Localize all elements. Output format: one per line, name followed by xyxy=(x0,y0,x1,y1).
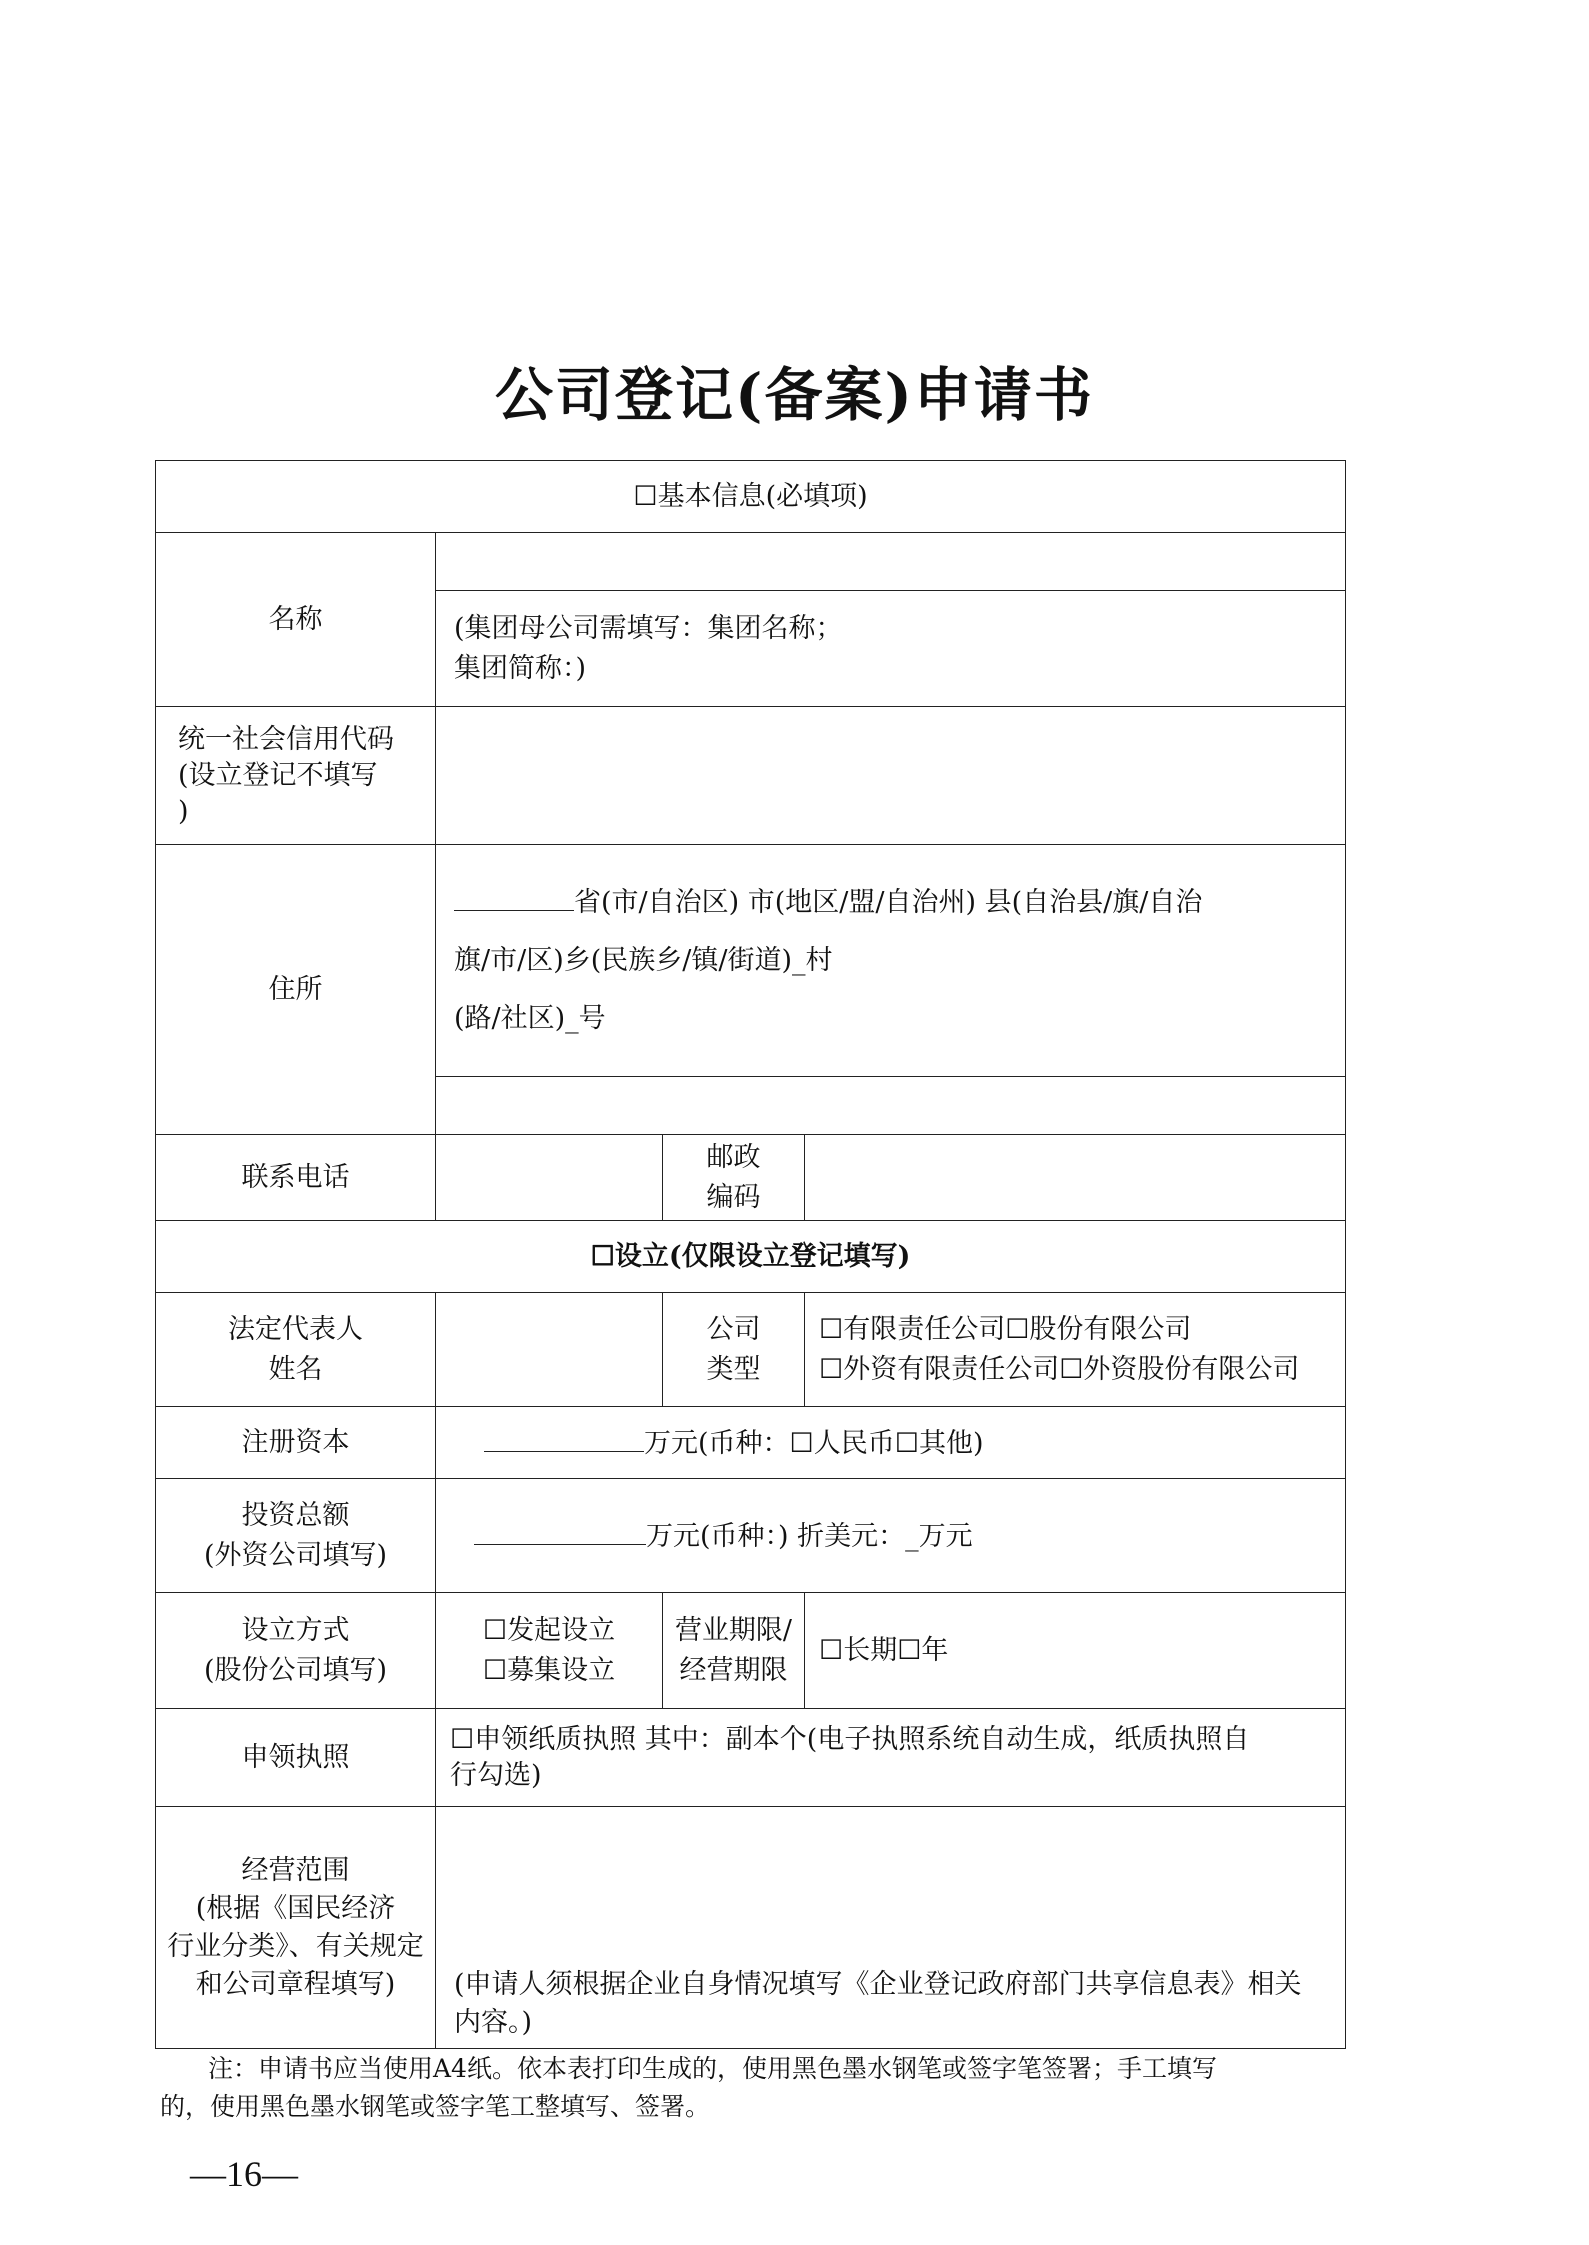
application-form-table xyxy=(155,460,1346,2049)
establish-option-promote[interactable]: ☐发起设立 xyxy=(482,1614,616,1646)
registered-capital-input-cell[interactable]: 万元(币种：☐人民币☐其他) xyxy=(436,1407,1346,1479)
credit-code-input-cell[interactable] xyxy=(436,707,1346,845)
business-scope-hint-1: (申请人须根据企业自身情况填写《企业登记政府部门共享信息表》相关 xyxy=(454,1969,1302,2000)
province-blank[interactable] xyxy=(454,880,574,911)
name-input-cell[interactable] xyxy=(436,533,1346,591)
company-type-options xyxy=(805,1293,1346,1407)
capital-amount-blank[interactable] xyxy=(484,1421,644,1452)
business-scope-input-cell[interactable] xyxy=(436,1807,1346,2049)
license-line-2: 行勾选) xyxy=(450,1759,542,1791)
license-line-1: ☐申领纸质执照 其中：副本个(电子执照系统自动生成，纸质执照自 xyxy=(450,1723,1250,1755)
registered-capital-label: 注册资本 xyxy=(156,1407,436,1479)
page-number: —16— xyxy=(190,2154,298,2194)
license-input-cell[interactable] xyxy=(436,1709,1346,1807)
address-line-2: 旗/市/区)乡(民族乡/镇/街道)_村 xyxy=(454,944,833,976)
business-scope-label: 经营范围 (根据《国民经济 行业分类》、有关规定 和公司章程填写) xyxy=(156,1807,436,2049)
investment-input-cell[interactable]: 万元(币种：) 折美元：_万元 xyxy=(436,1479,1346,1593)
business-term-label: 营业期限/ 经营期限 xyxy=(663,1593,805,1709)
phone-input-cell[interactable] xyxy=(436,1135,663,1221)
establish-method-options xyxy=(436,1593,663,1709)
phone-label: 联系电话 xyxy=(156,1135,436,1221)
section-basic-info-header[interactable]: ☐基本信息(必填项) xyxy=(156,461,1346,533)
name-label: 名称 xyxy=(156,533,436,707)
legal-rep-label: 法定代表人 姓名 xyxy=(156,1293,436,1407)
legal-rep-input-cell[interactable] xyxy=(436,1293,663,1407)
group-name-hint-1: (集团母公司需填写：集团名称； xyxy=(454,612,843,644)
establish-option-raise[interactable]: ☐募集设立 xyxy=(482,1654,616,1686)
address-line-1: 省(市/自治区) 市(地区/盟/自治州) 县(自治县/旗/自治 xyxy=(454,874,1341,932)
address-line-3: (路/社区)_号 xyxy=(454,1002,606,1034)
footnote-line-2: 的，使用黑色墨水钢笔或签字笔工整填写、签署。 xyxy=(160,2092,711,2121)
section-establish-header[interactable]: ☐设立(仅限设立登记填写) xyxy=(156,1221,1346,1293)
postal-code-input-cell[interactable] xyxy=(805,1135,1346,1221)
footnote-line-1: 注：申请书应当使用A4纸。依本表打印生成的，使用黑色墨水钢笔或签字笔签署；手工填写 xyxy=(208,2054,1217,2083)
footnote xyxy=(160,2050,1340,2126)
document-title: 公司登记(备案)申请书 xyxy=(495,361,1094,429)
credit-code-label: 统一社会信用代码 (设立登记不填写 ) xyxy=(156,707,436,845)
license-label: 申领执照 xyxy=(156,1709,436,1807)
company-type-option-2[interactable]: ☐外资有限责任公司☐外资股份有限公司 xyxy=(819,1353,1300,1385)
address-label: 住所 xyxy=(156,845,436,1135)
investment-label: 投资总额 (外资公司填写) xyxy=(156,1479,436,1593)
establish-method-label: 设立方式 (股份公司填写) xyxy=(156,1593,436,1709)
company-type-label: 公司 类型 xyxy=(663,1293,805,1407)
address-input-cell[interactable] xyxy=(436,845,1346,1077)
business-scope-hint-2: 内容。) xyxy=(454,2007,533,2038)
business-term-options[interactable]: ☐长期☐年 xyxy=(805,1593,1346,1709)
group-name-hint-cell[interactable] xyxy=(436,591,1346,707)
postal-code-label: 邮政 编码 xyxy=(663,1135,805,1221)
company-type-option-1[interactable]: ☐有限责任公司☐股份有限公司 xyxy=(819,1313,1192,1345)
group-short-name-hint: 集团简称：) xyxy=(454,652,587,684)
investment-amount-blank[interactable] xyxy=(474,1514,646,1545)
address-extra-cell[interactable] xyxy=(436,1077,1346,1135)
